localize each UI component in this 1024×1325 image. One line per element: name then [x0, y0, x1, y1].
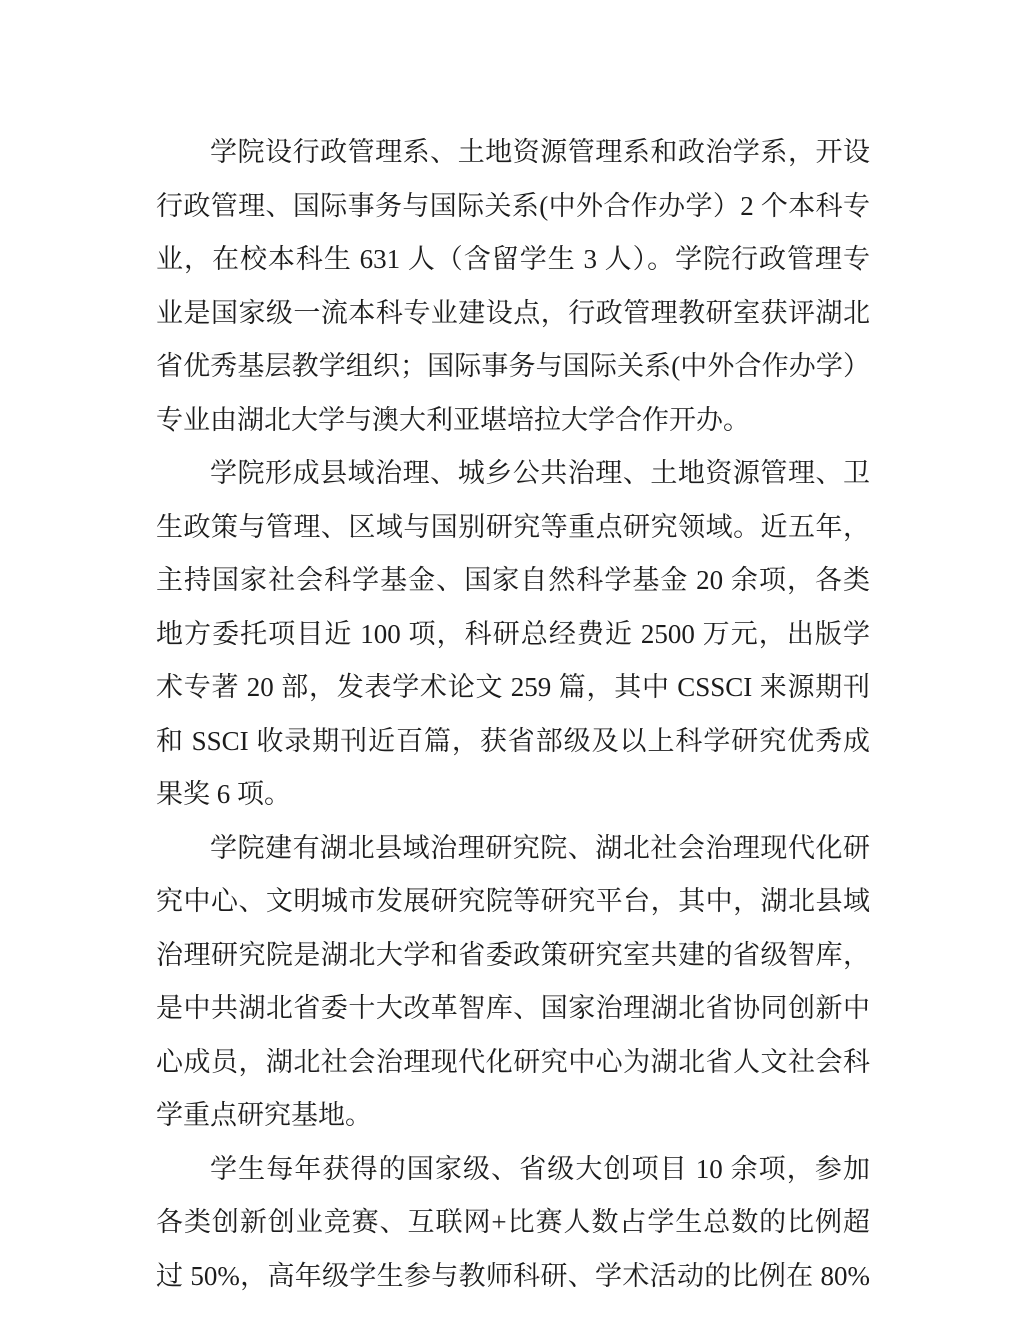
paragraph-2-line-1: 学院形成县域治理、城乡公共治理、土地资源管理、卫: [210, 458, 870, 488]
paragraph-4-line-1: 学生每年获得的国家级、省级大创项目 10 余项，参加: [210, 1153, 870, 1184]
paragraph-2-line-4: 地方委托项目近 100 项，科研总经费近 2500 万元，出版学: [156, 618, 870, 649]
paragraph-1-line-2: 行政管理、国际事务与国际关系(中外合作办学）2 个本科专: [156, 190, 870, 221]
paragraph-2-line-3: 主持国家社会科学基金、国家自然科学基金 20 余项，各类: [156, 565, 870, 595]
paragraph-1-line-5: 省优秀基层教学组织；国际事务与国际关系(中外合作办学）: [156, 351, 870, 381]
paragraph-3-line-4: 是中共湖北省委十大改革智库、国家治理湖北省协同创新中: [156, 993, 870, 1023]
text-body: [156, 126, 870, 1303]
paragraph-4-line-3: 过 50%，高年级学生参与教师科研、学术活动的比例在 80%: [156, 1260, 870, 1291]
paragraph-1-line-4: 业是国家级一流本科专业建设点，行政管理教研室获评湖北: [156, 297, 870, 328]
paragraph-2-line-2: 生政策与管理、区域与国别研究等重点研究领域。近五年，: [156, 511, 870, 542]
paragraph-2-line-6: 和 SSCI 收录期刊近百篇，获省部级及以上科学研究优秀成: [156, 725, 870, 756]
paragraph-1-line-3: 业，在校本科生 631 人（含留学生 3 人）。学院行政管理专: [156, 244, 870, 274]
paragraph-1-line-6: 专业由湖北大学与澳大利亚堪培拉大学合作开办。: [156, 404, 750, 435]
paragraph-3-line-6: 学重点研究基地。: [156, 1100, 372, 1130]
paragraph-3-line-5: 心成员，湖北社会治理现代化研究中心为湖北省人文社会科: [156, 1046, 870, 1077]
paragraph-1-line-1: 学院设行政管理系、土地资源管理系和政治学系，开设: [210, 137, 870, 167]
paragraph-3-line-3: 治理研究院是湖北大学和省委政策研究室共建的省级智库，: [156, 939, 870, 970]
paragraph-2-line-5: 术专著 20 部，发表学术论文 259 篇，其中 CSSCI 来源期刊: [156, 672, 870, 702]
paragraph-4-line-2: 各类创新创业竞赛、互联网+比赛人数占学生总数的比例超: [156, 1207, 870, 1237]
paragraph-3-line-1: 学院建有湖北县域治理研究院、湖北社会治理现代化研: [210, 832, 870, 863]
paragraph-3-line-2: 究中心、文明城市发展研究院等研究平台，其中，湖北县域: [156, 886, 870, 916]
paragraph-2-line-7: 果奖 6 项。: [156, 779, 291, 809]
